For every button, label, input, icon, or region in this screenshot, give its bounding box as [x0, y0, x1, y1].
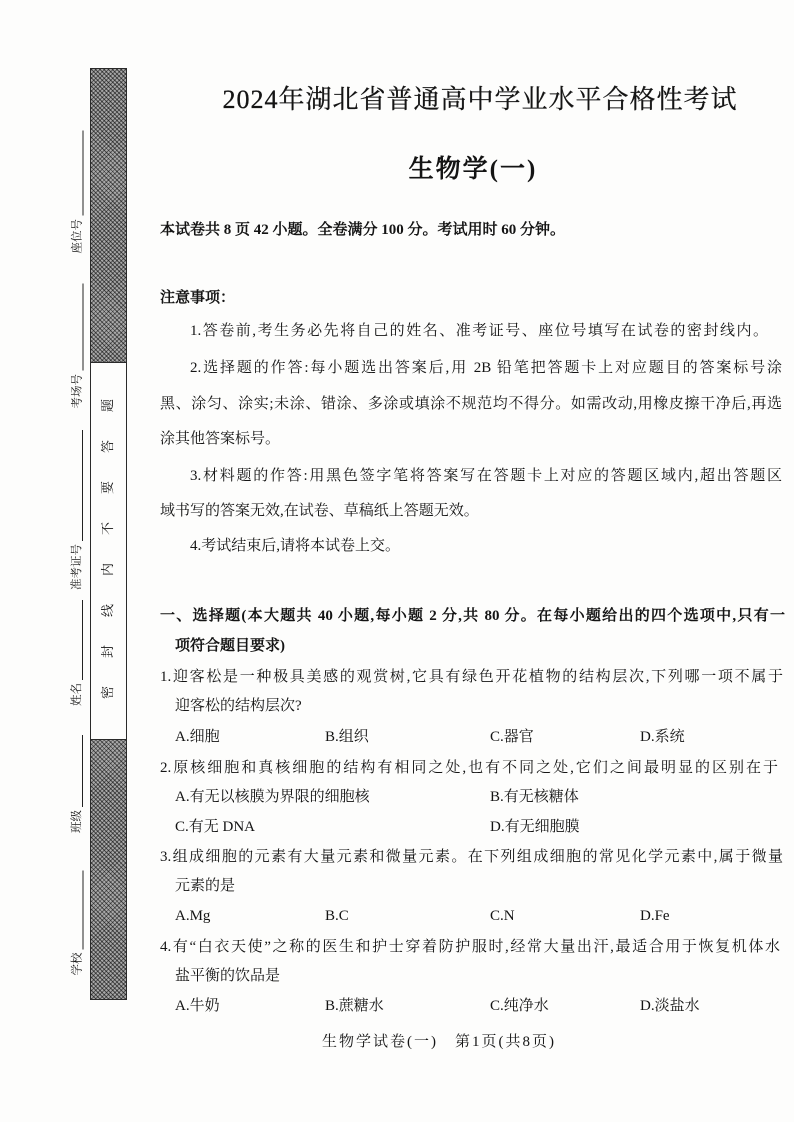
question-stem-line: 1.迎客松是一种极具美感的观赏树,它具有绿色开花植物的结构层次,下列哪一项不属于 — [160, 669, 783, 685]
seal-field-blank — [70, 283, 83, 371]
note-line: 4.考试结束后,请将本试卷上交。 — [190, 538, 401, 554]
question-option: B.蔗糖水 — [325, 998, 384, 1014]
question-option: C.有无 DNA — [175, 819, 256, 835]
seal-field-seat-number — [69, 130, 83, 253]
page-footer: 生物学试卷(一) 第1页(共8页) — [322, 1034, 556, 1050]
question-stem-line: 4.有“白衣天使”之称的医生和护士穿着防护服时,经常大量出汗,最适合用于恢复机体水 — [160, 939, 780, 955]
seal-field-label: 姓名 — [69, 683, 83, 706]
note-line: 3.材料题的作答:用黑色签字笔将答案写在答题卡上对应的答题区域内,超出答题区 — [190, 468, 782, 484]
question-stem-line: 2.原核细胞和真核细胞的结构有相同之处,也有不同之处,它们之间最明显的区别在于 — [160, 760, 778, 776]
note-line: 1.答卷前,考生务必先将自己的姓名、准考证号、座位号填写在试卷的密封线内。 — [190, 323, 768, 339]
notes-heading: 注意事项： — [160, 290, 236, 306]
seal-field-blank — [70, 870, 83, 949]
question-option: D.Fe — [640, 908, 670, 924]
question-option: D.系统 — [640, 729, 685, 745]
seal-field-label: 座位号 — [69, 218, 83, 253]
question-stem-line: 迎客松的结构层次? — [175, 698, 302, 714]
question-option: B.有无核糖体 — [490, 789, 579, 805]
question-option: D.有无细胞膜 — [490, 819, 580, 835]
question-option: A.牛奶 — [175, 998, 220, 1014]
question-option: A.Mg — [175, 908, 211, 924]
seal-field-school — [69, 870, 83, 975]
seal-field-label: 班级 — [69, 810, 83, 833]
question-stem-line: 元素的是 — [175, 878, 236, 894]
exam-title: 2024年湖北省普通高中学业水平合格性考试 — [222, 85, 738, 114]
question-option: C.纯净水 — [490, 998, 549, 1014]
seal-field-blank — [70, 735, 83, 807]
note-line: 域书写的答案无效,在试卷、草稿纸上答题无效。 — [160, 503, 479, 519]
note-line: 2.选择题的作答:每小题选出答案后,用 2B 铅笔把答题卡上对应题目的答案标号涂 — [190, 360, 782, 376]
question-stem-line: 盐平衡的饮品是 — [175, 968, 281, 984]
seal-field-name — [69, 600, 83, 706]
question-option: C.N — [490, 908, 515, 924]
seal-field-class — [69, 735, 83, 833]
seal-field-label: 学校 — [69, 952, 83, 975]
seal-field-admission-number — [69, 430, 83, 590]
question-option: C.器官 — [490, 729, 534, 745]
note-line: 涂其他答案标号。 — [160, 431, 281, 447]
question-option: B.C — [325, 908, 349, 924]
seal-field-blank — [70, 430, 83, 541]
question-option: D.淡盐水 — [640, 998, 700, 1014]
seal-field-label: 考场号 — [69, 373, 83, 408]
seal-notice-text: 密封线内不要答题 — [100, 370, 116, 699]
question-option: A.细胞 — [175, 729, 220, 745]
section-heading-line: 项符合题目要求) — [175, 638, 285, 654]
question-option: A.有无以核膜为界限的细胞核 — [175, 789, 370, 805]
seal-field-blank — [70, 130, 83, 216]
exam-info: 本试卷共 8 页 42 小题。全卷满分 100 分。考试用时 60 分钟。 — [160, 222, 566, 238]
seal-field-blank — [70, 600, 83, 680]
subject-title: 生物学(一) — [408, 156, 538, 183]
section-heading-line: 一、选择题(本大题共 40 小题,每小题 2 分,共 80 分。在每小题给出的四个选项中,只有一 — [160, 608, 785, 624]
seal-field-label: 准考证号 — [69, 544, 83, 590]
seal-field-room-number — [69, 283, 83, 408]
question-option: B.组织 — [325, 729, 369, 745]
note-line: 黑、涂匀、涂实;未涂、错涂、多涂或填涂不规范均不得分。如需改动,用橡皮擦干净后,再选 — [160, 396, 782, 412]
question-stem-line: 3.组成细胞的元素有大量元素和微量元素。在下列组成细胞的常见化学元素中,属于微量 — [160, 849, 783, 865]
